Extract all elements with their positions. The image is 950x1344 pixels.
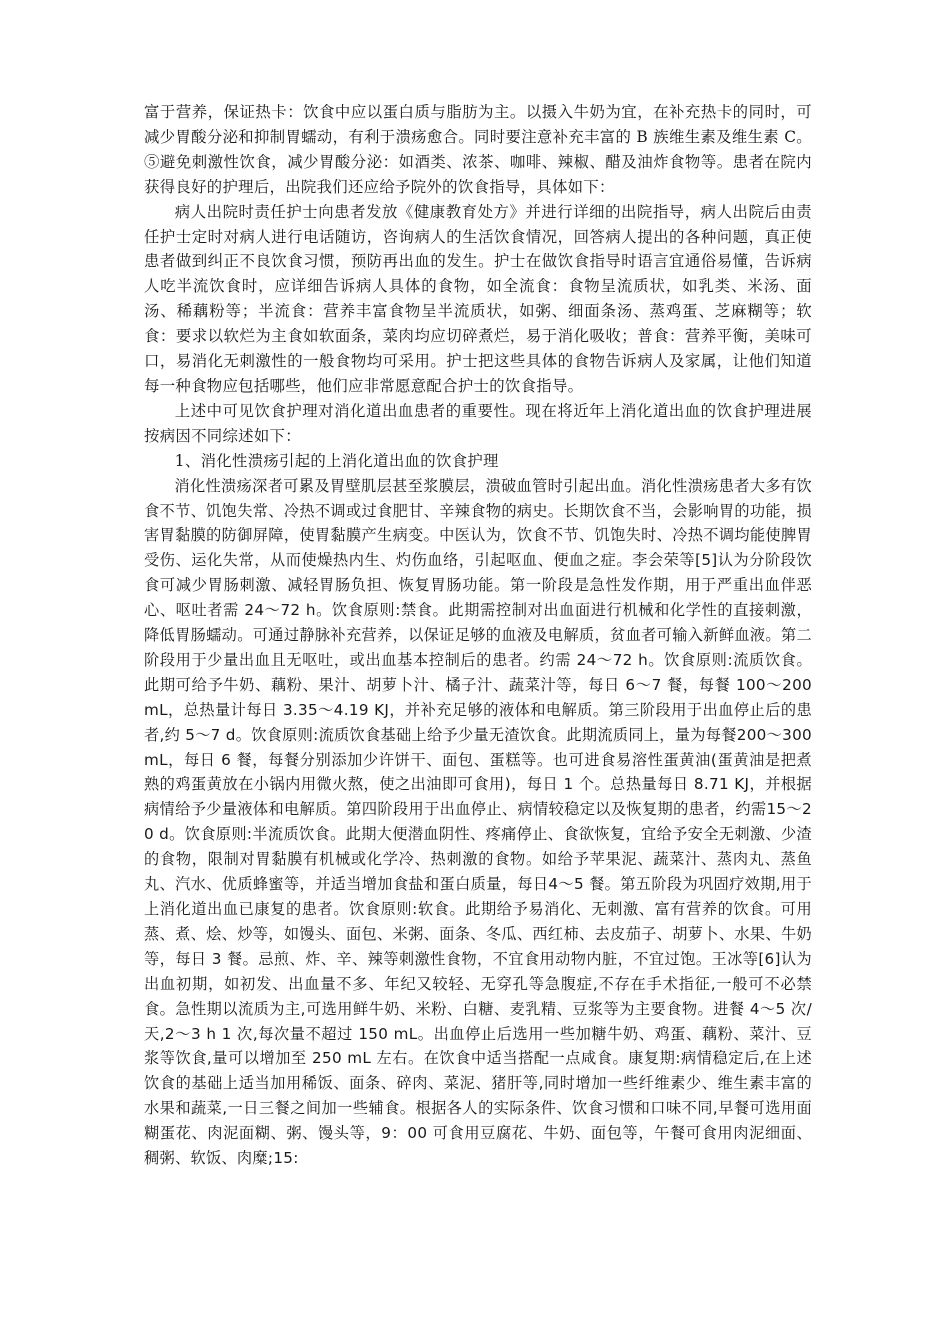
section-heading: 1、消化性溃疡引起的上消化道出血的饮食护理	[174, 451, 499, 470]
document-page	[144, 100, 812, 1171]
paragraph-intro: 富于营养，保证热卡：饮食中应以蛋白质与脂肪为主。以摄入牛奶为宜，在补充热卡的同时，可减少胃酸分泌和抑制胃蠕动，有利于溃疡愈合。同时要注意补充丰富的 B 族维生素及维生素 C。⑤避免刺激性饮食，减少胃酸分泌：如酒类、浓茶、咖啡、辣椒、醋及油炸食物等。患者在院内获得良好的护理后，出院我们还应给予院外的饮食指导，具体如下：	[144, 103, 812, 196]
paragraph-peptic-ulcer: 消化性溃疡深者可累及胃壁肌层甚至浆膜层，溃破血管时引起出血。消化性溃疡患者大多有饮食不节、饥饱失常、冷热不调或过食肥甘、辛辣食物的病史。长期饮食不当，会影响胃的功能，损害胃黏膜的防御屏障，使胃黏膜产生病变。中医认为，饮食不节、饥饱失时、冷热不调均能使脾胃受伤、运化失常，从而使燥热内生、灼伤血络，引起呕血、便血之症。李会荣等[5]认为分阶段饮食可减少胃肠刺激、减轻胃肠负担、恢复胃肠功能。第一阶段是急性发作期，用于严重出血伴恶心、呕吐者需 24～72 h。饮食原则:禁食。此期需控制对出血面进行机械和化学性的直接刺激，降低胃肠蠕动。可通过静脉补充营养，以保证足够的血液及电解质，贫血者可输入新鲜血液。第二阶段用于少量出血且无呕吐，或出血基本控制后的患者。约需 24～72 h。饮食原则:流质饮食。此期可给予牛奶、藕粉、果汁、胡萝卜汁、橘子汁、蔬菜汁等，每日 6～7 餐，每餐 100～200 mL，总热量计每日 3.35～4.19 KJ，并补充足够的液体和电解质。第三阶段用于出血停止后的患者,约 5～7 d。饮食原则:流质饮食基础上给予少量无渣饮食。此期流质同上，量为每餐200～300 mL，每日 6 餐，每餐分别添加少许饼干、面包、蛋糕等。也可进食易溶性蛋黄油(蛋黄油是把煮熟的鸡蛋黄放在小锅内用微火熬，使之出油即可食用)，每日 1 个。总热量每日 8.71 KJ，并根据病情给予少量液体和电解质。第四阶段用于出血停止、病情较稳定以及恢复期的患者，约需15～20 d。饮食原则:半流质饮食。此期大便潜血阴性、疼痛停止、食欲恢复，宜给予安全无刺激、少渣的食物，限制对胃黏膜有机械或化学冷、热刺激的食物。如给予苹果泥、蔬菜汁、蒸肉丸、蒸鱼丸、汽水、优质蜂蜜等，并适当增加食盐和蛋白质量，每日4～5 餐。第五阶段为巩固疗效期,用于上消化道出血已康复的患者。饮食原则:软食。此期给予易消化、无刺激、富有营养的饮食。可用蒸、煮、烩、炒等，如馒头、面包、米粥、面条、冬瓜、西红柿、去皮茄子、胡萝卜、水果、牛奶等，每日 3 餐。忌煎、炸、辛、辣等刺激性食物，不宜食用动物内脏，不宜过饱。王冰等[6]认为出血初期，如初发、出血量不多、年纪又较轻、无穿孔等急腹症,不存在手术指征,一般可不必禁食。急性期以流质为主,可选用鲜牛奶、米粉、白糖、麦乳精、豆浆等为主要食物。进餐 4～5 次/天,2～3 h 1 次,每次量不超过 150 mL。出血停止后选用一些加糖牛奶、鸡蛋、藕粉、菜汁、豆浆等饮食,量可以增加至 250 mL 左右。在饮食中适当搭配一点咸食。康复期:病情稳定后,在上述饮食的基础上适当加用稀饭、面条、碎肉、菜泥、猪肝等,同时增加一些纤维素少、维生素丰富的水果和蔬菜,一日三餐之间加一些辅食。根据各人的实际条件、饮食习惯和口味不同,早餐可选用面糊蛋花、肉泥面糊、粥、馒头等，9：00 可食用豆腐花、牛奶、面包等，午餐可食用肉泥细面、稠粥、软饭、肉糜;15:	[144, 476, 812, 1168]
paragraph-discharge-guidance: 病人出院时责任护士向患者发放《健康教育处方》并进行详细的出院指导，病人出院后由责任护士定时对病人进行电话随访，咨询病人的生活饮食情况，回答病人提出的各种问题，真正使患者做到纠正不良饮食习惯，预防再出血的发生。护士在做饮食指导时语言宜通俗易懂，告诉病人吃半流饮食时，应详细告诉病人具体的食物，如全流食：食物呈流质状，如乳类、米汤、面汤、稀藕粉等；半流食：营养丰富食物呈半流质状，如粥、细面条汤、蒸鸡蛋、芝麻糊等；软食：要求以软烂为主食如软面条，菜肉均应切碎煮烂，易于消化吸收；普食：营养平衡，美味可口，易消化无刺激性的一般食物均可采用。护士把这些具体的食物告诉病人及家属，让他们知道每一种食物应包括哪些，他们应非常愿意配合护士的饮食指导。	[144, 202, 812, 395]
paragraph-summary: 上述中可见饮食护理对消化道出血患者的重要性。现在将近年上消化道出血的饮食护理进展按病因不同综述如下：	[144, 401, 812, 445]
